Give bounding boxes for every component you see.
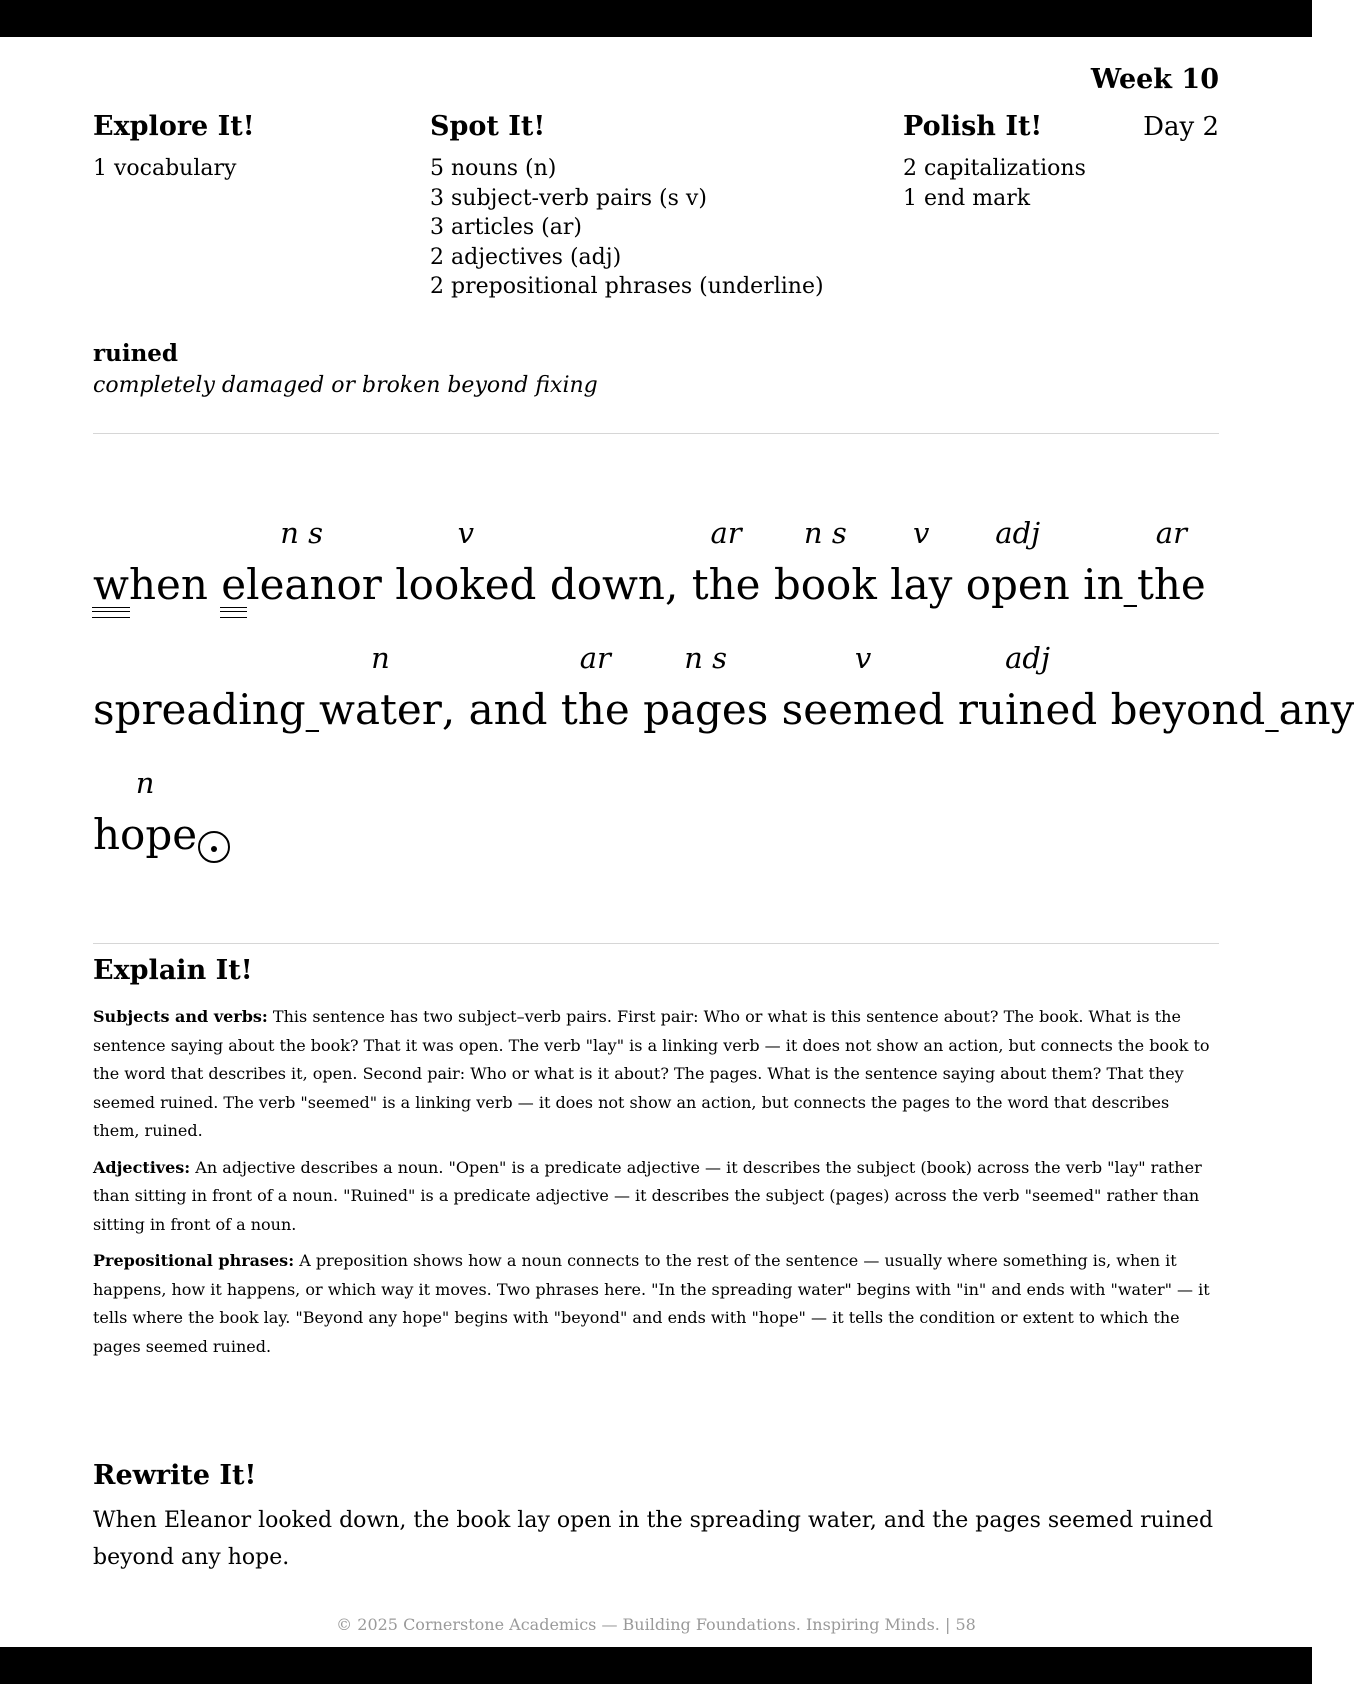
- day-label: Day 2: [1143, 112, 1219, 142]
- tag-article: ar: [1155, 516, 1187, 550]
- word-open: adj open: [966, 560, 1070, 610]
- spot-item-prepositional: 2 prepositional phrases (underline): [430, 274, 824, 299]
- tag-verb: v: [457, 516, 475, 550]
- prepositional-phrase-2: [1111, 685, 1354, 734]
- word-any: any: [1278, 685, 1354, 734]
- vocab-definition: completely damaged or broken beyond fixing: [93, 373, 598, 398]
- capitalization-mark: [220, 607, 247, 618]
- polish-column: [903, 110, 1086, 213]
- tag-noun: n: [371, 641, 390, 675]
- explore-item: 1 vocabulary: [93, 156, 237, 181]
- explain-paragraph-prepositional: [93, 1247, 1213, 1361]
- polish-item-end-mark: 1 end mark: [903, 185, 1031, 211]
- vocab-word: ruined: [93, 340, 179, 367]
- explain-text: An adjective describes a noun. "Open" is a predicate adjective — it describes the subject (book) across the verb "lay" rather than sitting in front of a noun. "Ruined" is a predicate adjective — it describes the subject (pages) across the verb "seemed" rather than sitting in front of a noun.: [93, 1157, 1202, 1234]
- top-border-bar: [0, 0, 1312, 37]
- tag-noun: n: [135, 766, 155, 800]
- capitalization-target: e: [221, 560, 246, 610]
- bottom-border-bar: [0, 1647, 1312, 1684]
- tag-verb: v: [854, 641, 872, 675]
- explore-column: [93, 110, 255, 184]
- explain-text: This sentence has two subject–verb pairs. First pair: Who or what is this sentence about? The book. What is the sentence saying about the book? That it was open. The verb "lay" is a linking verb — it does not show an action, but connects the book to the word that describes it, open. Second pair: Who or what is it about? The pages. What is the sentence saying about them? That they seemed ruined. The verb "seemed" is a linking verb — it does not show an action, but connects the pages to the word that describes them, ruined.: [93, 1007, 1210, 1140]
- spot-item-articles: 3 articles (ar): [430, 215, 582, 240]
- word-when: w hen: [93, 560, 208, 610]
- word-water: n water: [319, 685, 442, 735]
- week-label: Week 10: [1090, 64, 1219, 95]
- comma: ,: [441, 685, 456, 734]
- spot-column: [430, 110, 824, 302]
- word-looked: v looked: [395, 560, 536, 610]
- explore-title: Explore It!: [93, 111, 255, 142]
- polish-title: Polish It!: [903, 111, 1043, 142]
- tag-verb: v: [913, 516, 930, 550]
- word-down: down,: [549, 560, 679, 609]
- prepositional-phrase-1: [1083, 516, 1206, 609]
- spot-item-adjectives: 2 adjectives (adj): [430, 244, 622, 270]
- word-seemed: v seemed: [782, 685, 945, 735]
- rewrite-title: Rewrite It!: [93, 1460, 257, 1491]
- tag-noun-subject: n s: [280, 516, 323, 550]
- explain-label: Adjectives:: [93, 1157, 191, 1177]
- tag-noun-subject: n s: [803, 516, 847, 550]
- word-and: and: [468, 685, 548, 734]
- word-eleanor: n s e leanor: [221, 560, 382, 610]
- word-spreading: spreading: [93, 685, 306, 734]
- word-in: in: [1083, 560, 1124, 609]
- divider-top: [93, 433, 1219, 434]
- sentence-line-1: [93, 516, 1206, 610]
- word-lay: v lay: [890, 560, 952, 610]
- sentence-line-2: [93, 641, 1354, 735]
- spot-item-subject-verb: 3 subject-verb pairs (s v): [430, 185, 707, 211]
- explain-label: Subjects and verbs:: [93, 1007, 268, 1026]
- explain-paragraph-adjectives: [93, 1154, 1213, 1240]
- tag-article: ar: [579, 641, 611, 675]
- spot-title: Spot It!: [430, 111, 546, 142]
- explain-label: Prepositional phrases:: [93, 1251, 295, 1270]
- tag-adjective: adj: [1005, 641, 1050, 675]
- divider-bottom: [93, 943, 1219, 944]
- footer: © 2025 Cornerstone Academics — Building Foundations. Inspiring Minds. | 58: [336, 1615, 976, 1634]
- prepositional-phrase-2-cont: [93, 766, 198, 859]
- explain-paragraph-subjects: [93, 1003, 1213, 1146]
- word-the: ar the: [692, 560, 761, 610]
- word-beyond: beyond: [1110, 685, 1266, 734]
- end-mark-period-icon: [198, 831, 230, 863]
- explain-title: Explain It!: [93, 955, 253, 986]
- word-ruined: adj ruined: [958, 685, 1097, 735]
- word-hope: n hope: [93, 810, 197, 860]
- tag-adjective: adj: [995, 516, 1041, 550]
- spot-item-nouns: 5 nouns (n): [430, 156, 557, 181]
- rewrite-text: When Eleanor looked down, the book lay open in the spreading water, and the pages seemed ruined beyond any hope.: [93, 1508, 1214, 1570]
- polish-item-capitalizations: 2 capitalizations: [903, 156, 1086, 181]
- prepositional-phrase-1-cont: [93, 641, 442, 734]
- explain-text: A preposition shows how a noun connects to the rest of the sentence — usually where something is, when it happens, how it happens, or which way it moves. Two phrases here. "In the spreading water" begins with "in" and ends with "water" — it tells where the book lay. "Beyond any hope" begins with "beyond" and ends with "hope" — it tells the condition or extent to which the pages seemed ruined.: [93, 1251, 1210, 1356]
- capitalization-mark: [92, 607, 130, 618]
- tag-article: ar: [710, 516, 742, 550]
- word-the: ar the: [1137, 560, 1206, 610]
- word-pages: n s pages: [643, 685, 768, 735]
- sentence-line-3: [93, 766, 230, 863]
- tag-noun-subject: n s: [684, 641, 728, 675]
- word-book: n s book: [774, 560, 877, 610]
- capitalization-target: w: [93, 560, 129, 610]
- explain-body: [93, 1003, 1213, 1369]
- word-the: ar the: [561, 685, 630, 735]
